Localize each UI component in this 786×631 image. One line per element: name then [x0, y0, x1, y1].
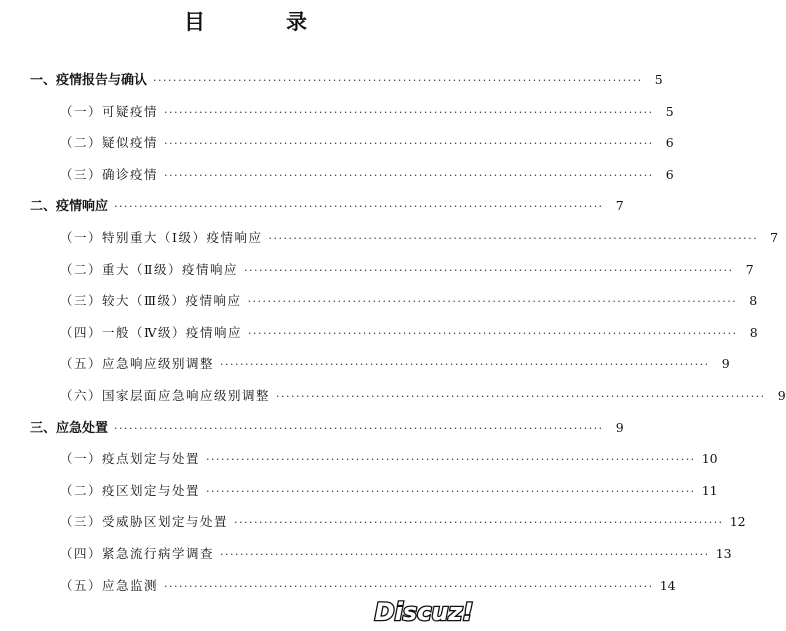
toc-leader-dots: ··································································································: [234, 516, 724, 530]
toc-page-number: 14: [659, 577, 676, 593]
toc-entry[interactable]: [30, 285, 758, 317]
toc-entry-label: 一、疫情报告与确认: [30, 73, 148, 88]
watermark-text: Discuz!: [374, 598, 474, 626]
toc-page-number: 9: [777, 387, 786, 403]
toc-entry-label: （三）较大（Ⅲ级）疫情响应: [60, 293, 242, 309]
toc-entry[interactable]: [30, 254, 754, 286]
toc-leader-dots: ··································································································: [248, 326, 738, 340]
toc-page-number: 12: [729, 514, 746, 530]
toc-leader-dots: ··································································································: [220, 547, 710, 561]
toc-page-number: 8: [749, 293, 758, 309]
toc-entry-label: （一）可疑疫情: [60, 103, 159, 119]
toc-leader-dots: ··································································································: [268, 231, 759, 245]
page-title: 目 录: [184, 10, 337, 34]
toc-leader-dots: ··································································································: [206, 453, 696, 467]
toc-leader-dots: ··································································································: [164, 579, 654, 593]
toc-page-number: 6: [665, 135, 674, 151]
toc-leader-dots: ··································································································: [164, 137, 654, 151]
toc-leader-dots: ··································································································: [244, 263, 734, 277]
toc-entry[interactable]: [30, 96, 674, 128]
toc-leader-dots: ··································································································: [276, 389, 766, 403]
toc-entry-label: （二）疑似疫情: [60, 135, 159, 151]
toc-page-number: 7: [745, 261, 754, 277]
toc-page-number: 9: [615, 419, 624, 435]
toc-entry[interactable]: [30, 412, 624, 444]
toc-entry-label: （一）特别重大（Ⅰ级）疫情响应: [60, 229, 263, 245]
toc-page-number: 5: [665, 103, 674, 119]
toc-entry-label: （五）应急监测: [60, 577, 159, 593]
toc-entry[interactable]: [30, 64, 663, 96]
toc-leader-dots: ··································································································: [247, 295, 738, 309]
toc-entry-label: （二）重大（Ⅱ级）疫情响应: [60, 261, 238, 277]
toc-page-number: 7: [615, 198, 624, 214]
toc-page-number: 7: [770, 229, 779, 245]
toc-page-number: 6: [665, 166, 674, 182]
toc-entry[interactable]: [30, 348, 730, 380]
toc-entry-label: （六）国家层面应急响应级别调整: [60, 387, 271, 403]
toc-entry[interactable]: [30, 475, 718, 507]
toc-page-number: 10: [701, 451, 718, 467]
discuz-watermark: [365, 597, 483, 627]
toc-entry-label: 二、疫情响应: [30, 199, 109, 215]
toc-entry[interactable]: [30, 443, 718, 475]
toc-page-number: 13: [715, 545, 732, 561]
toc-page-number: 8: [749, 324, 758, 340]
toc-leader-dots: ··································································································: [114, 200, 604, 214]
toc-entry[interactable]: [30, 317, 758, 349]
toc-leader-dots: ··································································································: [114, 421, 604, 435]
toc-leader-dots: ··································································································: [164, 168, 654, 182]
toc-entry-label: （三）确诊疫情: [60, 166, 159, 182]
toc-entry[interactable]: [30, 538, 732, 570]
toc-entry-label: （二）疫区划定与处置: [60, 482, 201, 498]
toc-leader-dots: ··································································································: [206, 484, 696, 498]
toc-leader-dots: ··································································································: [164, 105, 654, 119]
toc-entry[interactable]: [30, 380, 786, 412]
toc-entry-label: （五）应急响应级别调整: [60, 356, 215, 372]
toc-entry[interactable]: [30, 222, 779, 254]
toc-entry-label: 三、应急处置: [30, 420, 109, 436]
toc-entry-label: （四）紧急流行病学调查: [60, 545, 215, 561]
toc-entry[interactable]: [30, 159, 674, 191]
toc-entry[interactable]: [30, 190, 624, 222]
toc-entry-label: （四）一般（Ⅳ级）疫情响应: [60, 324, 242, 340]
toc-entry-label: （三）受威胁区划定与处置: [60, 514, 229, 530]
toc-page-number: 11: [701, 482, 718, 498]
discuz-logo-icon: [365, 597, 483, 627]
toc-page-number: 9: [721, 356, 730, 372]
toc-leader-dots: ··································································································: [153, 74, 643, 87]
toc-leader-dots: ··································································································: [220, 358, 710, 372]
toc-entry[interactable]: [30, 127, 674, 159]
toc-page-number: 5: [654, 72, 663, 87]
table-of-contents: [30, 64, 786, 601]
toc-entry-label: （一）疫点划定与处置: [60, 451, 201, 467]
toc-entry[interactable]: [30, 506, 746, 538]
